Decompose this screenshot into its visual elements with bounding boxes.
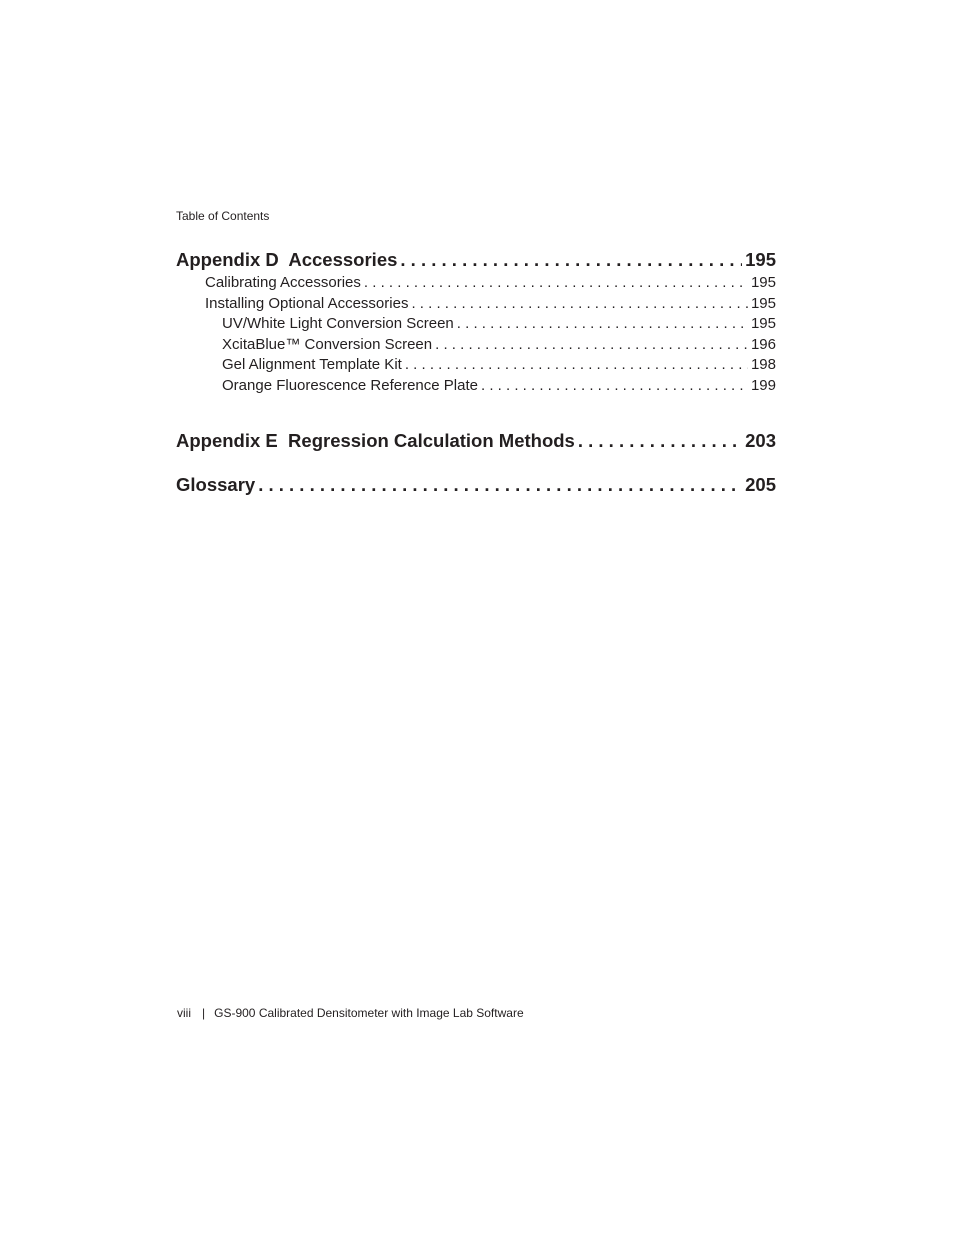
toc-entry-title: Appendix D Accessories <box>176 249 398 270</box>
toc-entry-title: Glossary <box>176 474 256 495</box>
book-title: GS-900 Calibrated Densitometer with Image Lab Software <box>214 1006 524 1020</box>
toc-entry-xcitablue-conversion-screen[interactable] <box>176 335 776 356</box>
toc-entry-page: 195 <box>750 315 776 332</box>
dot-leader <box>481 376 748 397</box>
toc-entry-title: UV/White Light Conversion Screen <box>222 315 454 332</box>
toc-entry-title: XcitaBlue™ Conversion Screen <box>222 335 433 353</box>
toc-entry-orange-fluorescence-reference-plate[interactable] <box>176 376 776 397</box>
dot-leader <box>435 335 748 356</box>
toc-entry-page: 195 <box>745 249 776 270</box>
section-spacer <box>176 396 776 428</box>
toc-entry-title: Calibrating Accessories <box>205 274 361 291</box>
toc-entry-title: Orange Fluorescence Reference Plate <box>222 376 478 394</box>
toc-entry-page: 199 <box>750 376 776 394</box>
toc-entry-appendix-d[interactable] <box>176 247 776 272</box>
toc-entry-title: Appendix E Regression Calculation Methods <box>176 430 575 451</box>
toc-entry-appendix-e[interactable] <box>176 428 776 453</box>
page-footer <box>177 1006 524 1020</box>
toc-entry-title: Installing Optional Accessories <box>205 295 409 312</box>
toc-entry-uv-white-light-conversion-screen[interactable] <box>176 314 776 335</box>
toc-entry-calibrating-accessories[interactable] <box>176 272 776 293</box>
dot-leader <box>400 247 742 272</box>
dot-leader <box>405 355 748 376</box>
dot-leader <box>258 472 742 497</box>
toc-entry-page: 195 <box>750 274 776 291</box>
dot-leader <box>578 428 742 453</box>
table-of-contents <box>176 247 776 497</box>
toc-entry-page: 198 <box>750 356 776 373</box>
toc-entry-page: 203 <box>745 430 776 451</box>
toc-entry-installing-optional-accessories[interactable] <box>176 293 776 314</box>
toc-entry-gel-alignment-template-kit[interactable] <box>176 355 776 376</box>
toc-entry-glossary[interactable] <box>176 472 776 497</box>
toc-entry-page: 205 <box>745 474 776 495</box>
dot-leader <box>411 293 748 314</box>
section-spacer <box>176 453 776 472</box>
running-head: Table of Contents <box>176 209 270 223</box>
toc-entry-page: 195 <box>750 295 776 312</box>
dot-leader <box>364 272 748 293</box>
page-number: viii <box>177 1006 191 1020</box>
dot-leader <box>457 314 748 335</box>
footer-separator: | <box>202 1006 206 1020</box>
toc-entry-page: 196 <box>750 335 776 353</box>
toc-entry-title: Gel Alignment Template Kit <box>222 356 402 373</box>
